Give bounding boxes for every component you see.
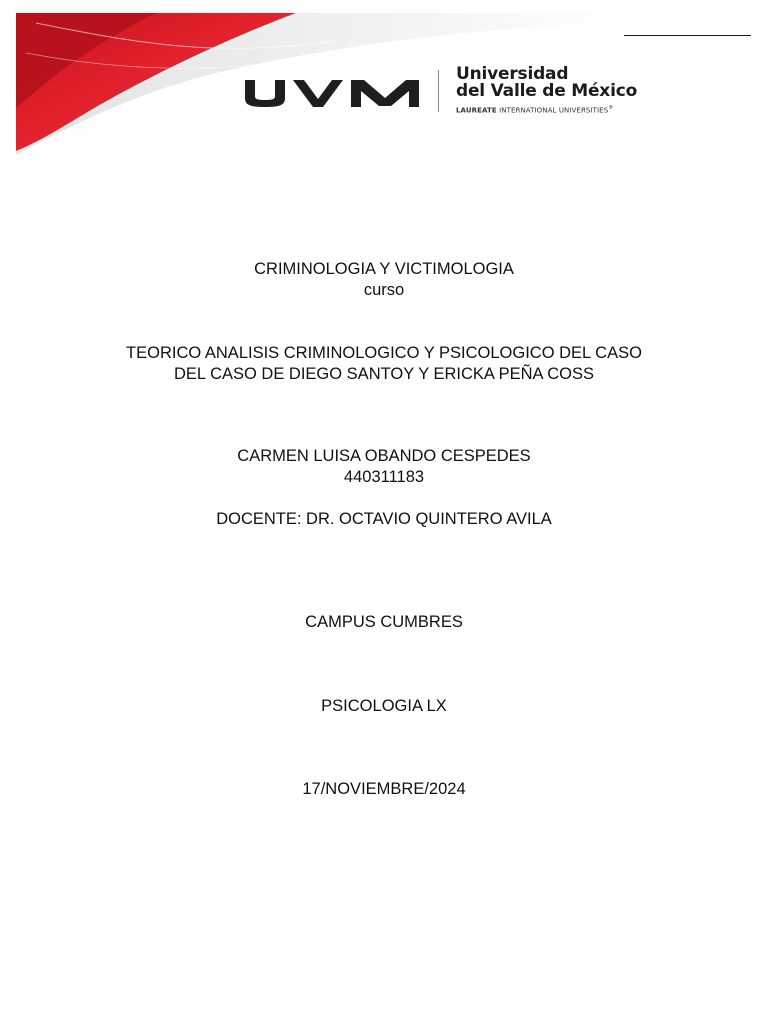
registered-mark: ® — [608, 105, 614, 111]
laureate-bold: LAUREATE — [456, 106, 497, 115]
logo-divider — [438, 70, 439, 112]
assignment-title — [0, 343, 768, 385]
university-name — [456, 66, 637, 100]
assignment-title-line2: DEL CASO DE DIEGO SANTOY Y ERICKA PEÑA COSS — [174, 365, 594, 383]
date-line — [0, 779, 768, 800]
submission-date: 17/NOVIEMBRE/2024 — [302, 780, 466, 798]
student-block — [0, 446, 768, 488]
campus-line — [0, 612, 768, 633]
course-label: curso — [363, 281, 405, 299]
course-block — [0, 259, 768, 301]
course-title: CRIMINOLOGIA Y VICTIMOLOGIA — [254, 260, 514, 278]
student-name: CARMEN LUISA OBANDO CESPEDES — [237, 447, 531, 465]
header-rule — [624, 35, 751, 36]
laureate-tagline — [456, 104, 613, 114]
university-name-line2: del Valle de México — [456, 81, 638, 101]
uvm-logo — [243, 78, 421, 108]
university-name-line1: Universidad — [456, 64, 569, 84]
program-line — [0, 696, 768, 717]
assignment-title-line1: TEORICO ANALISIS CRIMINOLOGICO Y PSICOLOGICO DEL CASO — [126, 344, 642, 362]
campus-name: CAMPUS CUMBRES — [305, 613, 463, 631]
teacher-line — [0, 509, 768, 530]
laureate-rest: INTERNATIONAL UNIVERSITIES — [496, 106, 609, 115]
teacher-name: DOCENTE: DR. OCTAVIO QUINTERO AVILA — [216, 510, 552, 528]
student-id: 440311183 — [343, 468, 425, 486]
program-name: PSICOLOGIA LX — [321, 697, 447, 715]
